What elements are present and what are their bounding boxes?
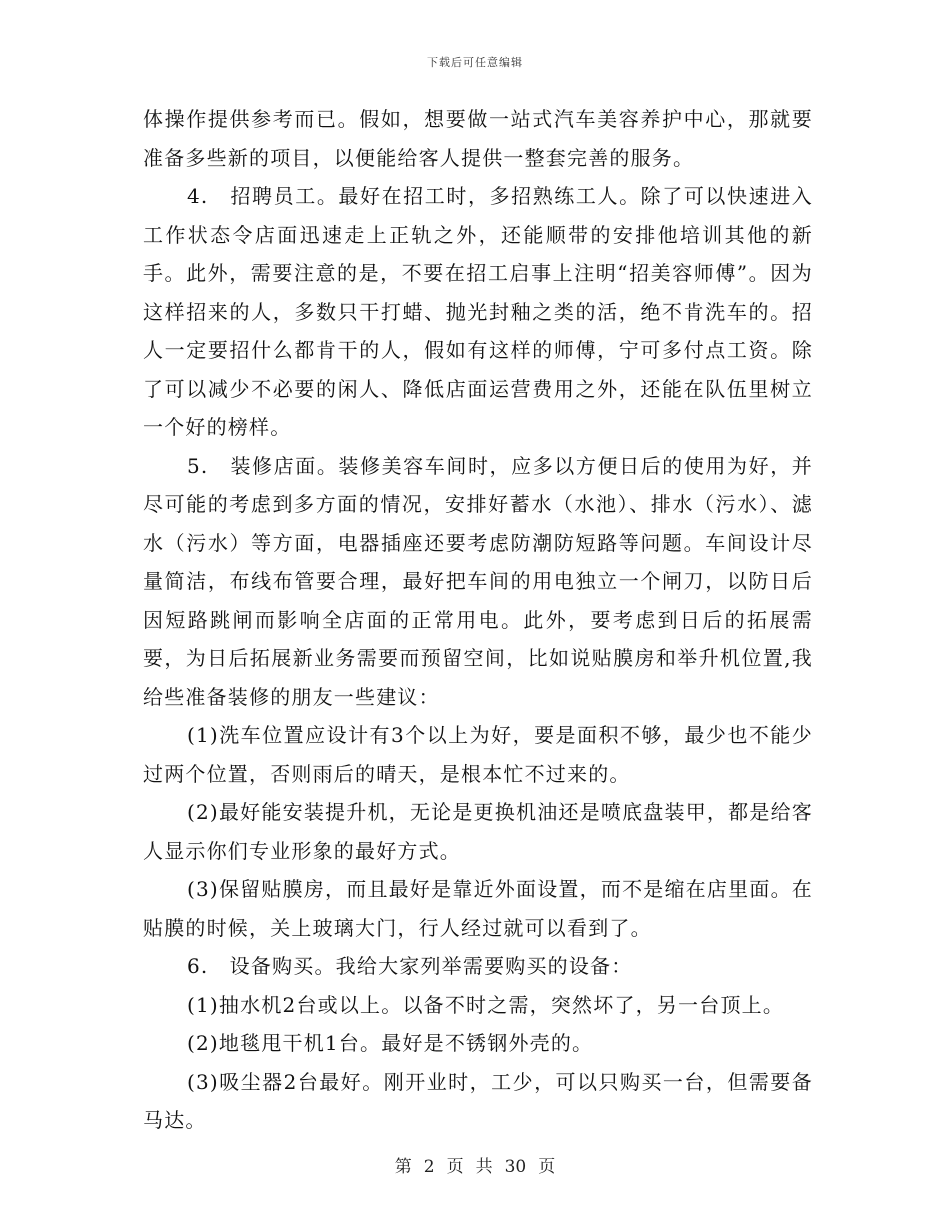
footer-page-word: 页 xyxy=(446,1157,464,1177)
document-body xyxy=(143,100,813,1140)
footer-total-word: 共 xyxy=(475,1157,493,1177)
paragraph-suggestion-1: (1)洗车位置应设计有3个以上为好，要是面积不够，最少也不能少过两个位置，否则雨后的晴天，是根本忙不过来的。 xyxy=(143,723,813,786)
paragraph-recruit-staff: 4. 招聘员工。最好在招工时，多招熟练工人。除了可以快速进入工作状态令店面迅速走上正轨之外，还能顺带的安排他培训其他的新手。此外，需要注意的是，不要在招工启事上注明“招美容师傅”。因为这样招来的人，多数只干打蜡、抛光封釉之类的活，绝不肯洗车的。招人一定要招什么都肯干的人，假如有这样的师傅，宁可多付点工资。除了可以减少不必要的闲人、降低店面运营费用之外，还能在队伍里树立一个好的榜样。 xyxy=(143,184,813,439)
paragraph-intro-continuation: 体操作提供参考而已。假如，想要做一站式汽车美容养护中心，那就要准备多些新的项目，以便能给客人提供一整套完善的服务。 xyxy=(143,107,813,170)
paragraph-equipment-purchase: 6. 设备购买。我给大家列举需要购买的设备： xyxy=(187,954,633,978)
paragraph-decorate-store: 5. 装修店面。装修美容车间时，应多以方便日后的使用为好，并尽可能的考虑到多方面的情况，安排好蓄水（水池）、排水（污水）、滤水（污水）等方面，电器插座还要考虑防潮防短路等问题。车间设计尽量简洁，布线布管要合理，最好把车间的用电独立一个闸刀，以防日后因短路跳闸而影响全店面的正常用电。此外，要考虑到日后的拓展需要，为日后拓展新业务需要而预留空间，比如说贴膜房和举升机位置,我给些准备装修的朋友一些建议： xyxy=(143,453,813,709)
paragraph-equipment-3: (3)吸尘器2台最好。刚开业时，工少，可以只购买一台，但需要备马达。 xyxy=(143,1069,813,1132)
page-header-note: 下载后可任意编辑 xyxy=(427,56,523,69)
page-number-footer xyxy=(0,1152,950,1177)
paragraph-equipment-2: (2)地毯甩干机1台。最好是不锈钢外壳的。 xyxy=(187,1031,594,1055)
footer-suffix: 页 xyxy=(538,1157,556,1177)
paragraph-equipment-1: (1)抽水机2台或以上。以备不时之需，突然坏了，另一台顶上。 xyxy=(187,992,785,1017)
paragraph-suggestion-3: (3)保留贴膜房，而且最好是靠近外面设置，而不是缩在店里面。在贴膜的时候，关上玻璃大门，行人经过就可以看到了。 xyxy=(143,877,813,940)
paragraph-suggestion-2: (2)最好能安装提升机，无论是更换机油还是喷底盘装甲，都是给客人显示你们专业形象的最好方式。 xyxy=(143,800,813,863)
footer-prefix: 第 xyxy=(394,1157,412,1177)
footer-total-pages: 30 xyxy=(504,1157,527,1177)
footer-current-page: 2 xyxy=(423,1157,435,1177)
